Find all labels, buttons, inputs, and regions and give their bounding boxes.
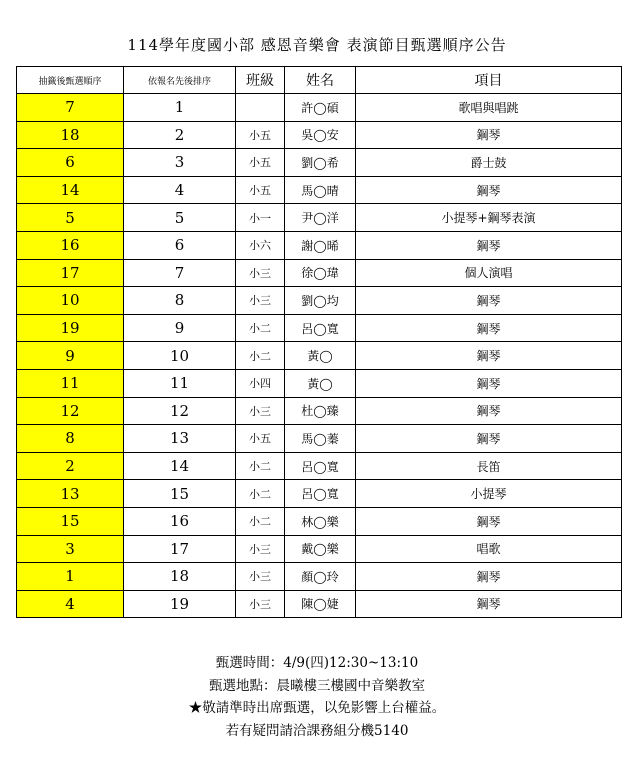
registration-order-cell: 3: [124, 149, 236, 177]
registration-order-cell: 19: [124, 590, 236, 618]
name-cell: 劉◯均: [285, 287, 356, 315]
registration-order-cell: 12: [124, 397, 236, 425]
name-cell: 陳◯婕: [285, 590, 356, 618]
class-cell: 小五: [236, 425, 285, 453]
header-registration-order: 依報名先後排序: [124, 67, 236, 94]
audition-place: 甄選地點：晨曦樓三樓國中音樂教室: [209, 677, 425, 694]
draw-order-cell: 18: [17, 121, 124, 149]
table-row: [17, 590, 622, 618]
item-cell: 歌唱與唱跳: [356, 94, 622, 122]
name-cell: 黃◯: [285, 342, 356, 370]
item-cell: 鋼琴: [356, 397, 622, 425]
header-item: 項目: [356, 67, 622, 94]
table-row: [17, 231, 622, 259]
table-row: [17, 507, 622, 535]
draw-order-cell: 16: [17, 231, 124, 259]
footer-notes: [0, 652, 634, 742]
draw-order-cell: 12: [17, 397, 124, 425]
class-cell: 小二: [236, 314, 285, 342]
item-cell: 鋼琴: [356, 507, 622, 535]
table-row: [17, 94, 622, 122]
table-row: [17, 204, 622, 232]
registration-order-cell: 10: [124, 342, 236, 370]
class-cell: 小四: [236, 369, 285, 397]
registration-order-cell: 18: [124, 563, 236, 591]
draw-order-cell: 17: [17, 259, 124, 287]
item-cell: 唱歌: [356, 535, 622, 563]
item-cell: 個人演唱: [356, 259, 622, 287]
attendance-notice: ★敬請準時出席甄選，以免影響上台權益。: [188, 700, 446, 716]
table-row: [17, 176, 622, 204]
name-cell: 呂◯寬: [285, 452, 356, 480]
registration-order-cell: 11: [124, 369, 236, 397]
name-cell: 顏◯玲: [285, 563, 356, 591]
name-cell: 呂◯寬: [285, 314, 356, 342]
name-cell: 黃◯: [285, 369, 356, 397]
table-row: [17, 287, 622, 315]
table-row: [17, 480, 622, 508]
contact-info: 若有疑問請洽課務組分機5140: [225, 722, 409, 739]
class-cell: 小三: [236, 535, 285, 563]
draw-order-cell: 2: [17, 452, 124, 480]
item-cell: 鋼琴: [356, 342, 622, 370]
table-row: [17, 149, 622, 177]
table-row: [17, 397, 622, 425]
item-cell: 小提琴+鋼琴表演: [356, 204, 622, 232]
draw-order-cell: 14: [17, 176, 124, 204]
table-header-row: [17, 67, 622, 94]
item-cell: 鋼琴: [356, 231, 622, 259]
class-cell: 小三: [236, 590, 285, 618]
item-cell: 鋼琴: [356, 369, 622, 397]
item-cell: 鋼琴: [356, 176, 622, 204]
item-cell: 鋼琴: [356, 314, 622, 342]
class-cell: 小五: [236, 176, 285, 204]
name-cell: 吳◯安: [285, 121, 356, 149]
name-cell: 馬◯晴: [285, 176, 356, 204]
class-cell: [236, 94, 285, 122]
table-row: [17, 563, 622, 591]
item-cell: 小提琴: [356, 480, 622, 508]
page-title: 114學年度國小部 感恩音樂會 表演節目甄選順序公告: [127, 36, 507, 54]
class-cell: 小三: [236, 397, 285, 425]
draw-order-cell: 6: [17, 149, 124, 177]
registration-order-cell: 6: [124, 231, 236, 259]
registration-order-cell: 1: [124, 94, 236, 122]
class-cell: 小二: [236, 452, 285, 480]
item-cell: 爵士鼓: [356, 149, 622, 177]
name-cell: 呂◯寬: [285, 480, 356, 508]
name-cell: 謝◯晞: [285, 231, 356, 259]
draw-order-cell: 11: [17, 369, 124, 397]
table-row: [17, 369, 622, 397]
registration-order-cell: 7: [124, 259, 236, 287]
draw-order-cell: 10: [17, 287, 124, 315]
draw-order-cell: 4: [17, 590, 124, 618]
registration-order-cell: 14: [124, 452, 236, 480]
registration-order-cell: 4: [124, 176, 236, 204]
header-name: 姓名: [285, 67, 356, 94]
item-cell: 鋼琴: [356, 287, 622, 315]
draw-order-cell: 7: [17, 94, 124, 122]
table-row: [17, 314, 622, 342]
table-body: [17, 94, 622, 618]
registration-order-cell: 5: [124, 204, 236, 232]
draw-order-cell: 13: [17, 480, 124, 508]
name-cell: 林◯樂: [285, 507, 356, 535]
class-cell: 小二: [236, 342, 285, 370]
class-cell: 小二: [236, 480, 285, 508]
item-cell: 長笛: [356, 452, 622, 480]
registration-order-cell: 16: [124, 507, 236, 535]
registration-order-cell: 13: [124, 425, 236, 453]
registration-order-cell: 2: [124, 121, 236, 149]
audition-order-table: [16, 66, 622, 618]
table-row: [17, 121, 622, 149]
class-cell: 小五: [236, 149, 285, 177]
name-cell: 徐◯瑋: [285, 259, 356, 287]
draw-order-cell: 15: [17, 507, 124, 535]
item-cell: 鋼琴: [356, 590, 622, 618]
draw-order-cell: 19: [17, 314, 124, 342]
class-cell: 小三: [236, 287, 285, 315]
class-cell: 小五: [236, 121, 285, 149]
name-cell: 許◯碩: [285, 94, 356, 122]
class-cell: 小三: [236, 259, 285, 287]
class-cell: 小一: [236, 204, 285, 232]
name-cell: 尹◯洋: [285, 204, 356, 232]
table-row: [17, 425, 622, 453]
header-class: 班級: [236, 67, 285, 94]
class-cell: 小三: [236, 563, 285, 591]
draw-order-cell: 3: [17, 535, 124, 563]
registration-order-cell: 9: [124, 314, 236, 342]
registration-order-cell: 17: [124, 535, 236, 563]
name-cell: 杜◯臻: [285, 397, 356, 425]
class-cell: 小二: [236, 507, 285, 535]
item-cell: 鋼琴: [356, 425, 622, 453]
item-cell: 鋼琴: [356, 563, 622, 591]
draw-order-cell: 1: [17, 563, 124, 591]
header-draw-order: 抽籤後甄選順序: [17, 67, 124, 94]
table-row: [17, 342, 622, 370]
draw-order-cell: 8: [17, 425, 124, 453]
draw-order-cell: 5: [17, 204, 124, 232]
table-row: [17, 535, 622, 563]
registration-order-cell: 15: [124, 480, 236, 508]
name-cell: 劉◯希: [285, 149, 356, 177]
name-cell: 馬◯蓁: [285, 425, 356, 453]
registration-order-cell: 8: [124, 287, 236, 315]
name-cell: 戴◯樂: [285, 535, 356, 563]
table-row: [17, 259, 622, 287]
audition-time: 甄選時間：4/9(四)12:30~13:10: [215, 655, 419, 671]
class-cell: 小六: [236, 231, 285, 259]
item-cell: 鋼琴: [356, 121, 622, 149]
draw-order-cell: 9: [17, 342, 124, 370]
table-row: [17, 452, 622, 480]
